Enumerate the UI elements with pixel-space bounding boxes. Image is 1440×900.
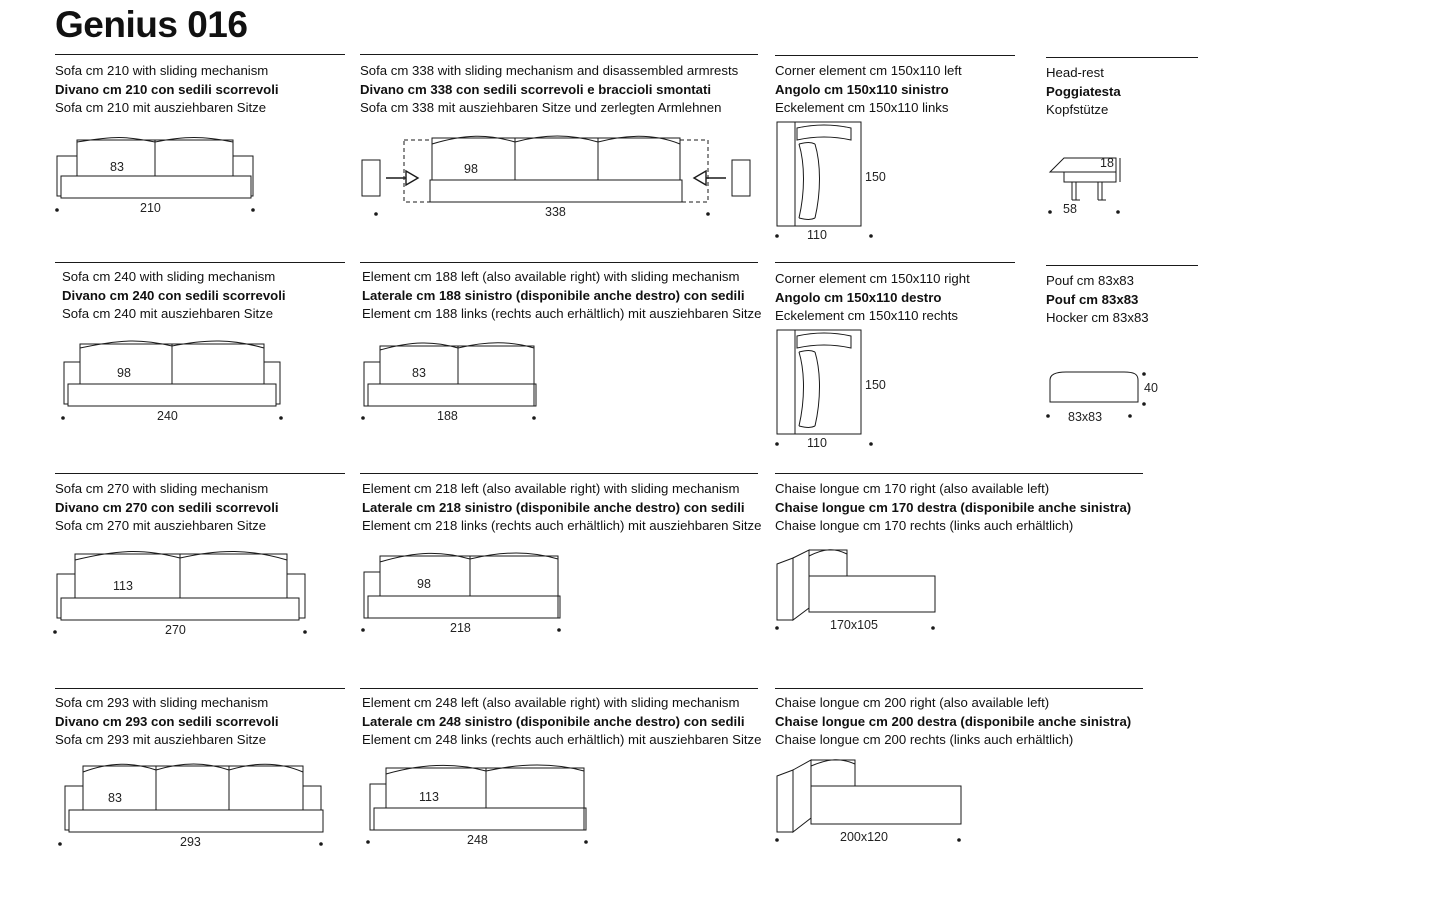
figure-head-rest <box>1046 120 1206 240</box>
item-sofa-210 <box>55 62 355 248</box>
item-sofa-240 <box>62 268 362 454</box>
depth-corner-left: 150 <box>865 170 886 185</box>
figure-sofa-338 <box>360 118 770 248</box>
chaise-170-drawing <box>775 536 1035 646</box>
divider-col2-3 <box>360 688 758 689</box>
height-head-rest: 18 <box>1100 156 1114 171</box>
sofa-240-drawing <box>62 324 362 444</box>
item-sofa-293 <box>55 694 385 870</box>
divider-col2-top <box>360 54 758 55</box>
width-element-218: 218 <box>450 621 471 636</box>
divider-col3-top <box>775 55 1015 56</box>
seat-depth-sofa-240: 98 <box>117 366 131 381</box>
figure-pouf <box>1046 328 1206 448</box>
item-sofa-338 <box>360 62 770 248</box>
width-sofa-210: 210 <box>140 201 161 216</box>
caption-corner-right: Corner element cm 150x110 right Angolo cm 150x110 destro Eckelement cm 150x110 rechts <box>775 271 970 324</box>
element-248-drawing <box>362 750 662 865</box>
sofa-210-drawing <box>55 118 355 238</box>
chaise-200-drawing <box>775 750 1035 860</box>
seat-depth-element-248: 113 <box>419 790 439 805</box>
item-head-rest <box>1046 64 1206 240</box>
caption-sofa-293: Sofa cm 293 with sliding mechanism Divano cm 293 con sedili scorrevoli Sofa cm 293 mit ausziehbaren Sitze <box>55 695 279 748</box>
width-corner-right: 110 <box>807 436 827 451</box>
item-element-248 <box>362 694 772 870</box>
caption-corner-left: Corner element cm 150x110 left Angolo cm 150x110 sinistro Eckelement cm 150x110 links <box>775 63 962 116</box>
figure-sofa-210 <box>55 118 355 248</box>
width-sofa-338: 338 <box>545 205 566 220</box>
caption-sofa-338: Sofa cm 338 with sliding mechanism and disassembled armrests Divano cm 338 con sedili scorrevoli e braccioli smontati Sofa cm 338 mit ausziehbaren Sitze und zerlegten Armlehnen <box>360 63 739 116</box>
divider-col1-top <box>55 54 345 55</box>
divider-col4-top <box>1046 57 1198 58</box>
item-chaise-170 <box>775 480 1175 656</box>
caption-sofa-240: Sofa cm 240 with sliding mechanism Divano cm 240 con sedili scorrevoli Sofa cm 240 mit ausziehbaren Sitze <box>62 269 286 322</box>
width-sofa-270: 270 <box>165 623 186 638</box>
divider-col4-1 <box>1046 265 1198 266</box>
size-chaise-170: 170x105 <box>830 618 878 633</box>
seat-depth-sofa-293: 83 <box>108 791 122 806</box>
item-element-218 <box>362 480 772 666</box>
page-title: Genius 016 <box>55 4 248 45</box>
element-218-drawing <box>362 536 662 656</box>
width-sofa-240: 240 <box>157 409 178 424</box>
divider-col1-3 <box>55 688 345 689</box>
caption-element-248: Element cm 248 left (also available right) with sliding mechanism Laterale cm 248 sinistro (disponibile anche destro) con sedili Element cm 248 links (rechts auch erhältlich) mit ausziehbaren Sitze <box>362 695 762 748</box>
element-188-drawing <box>362 324 662 444</box>
item-corner-right <box>775 270 1035 456</box>
figure-sofa-270 <box>55 536 365 666</box>
item-chaise-200 <box>775 694 1175 870</box>
depth-corner-right: 150 <box>865 378 886 393</box>
sofa-270-drawing <box>55 536 365 656</box>
figure-element-248 <box>362 750 772 870</box>
caption-sofa-210: Sofa cm 210 with sliding mechanism Divano cm 210 con sedili scorrevoli Sofa cm 210 mit ausziehbaren Sitze <box>55 63 279 116</box>
sofa-338-drawing <box>360 118 770 238</box>
caption-sofa-270: Sofa cm 270 with sliding mechanism Divano cm 270 con sedili scorrevoli Sofa cm 270 mit ausziehbaren Sitze <box>55 481 279 534</box>
seat-depth-element-218: 98 <box>417 577 431 592</box>
divider-col2-1 <box>360 262 758 263</box>
divider-col3-3 <box>775 688 1143 689</box>
width-element-248: 248 <box>467 833 488 848</box>
caption-element-218: Element cm 218 left (also available right) with sliding mechanism Laterale cm 218 sinistro (disponibile anche destro) con sedili Element cm 218 links (rechts auch erhältlich) mit ausziehbaren Sitze <box>362 481 762 534</box>
figure-element-218 <box>362 536 772 666</box>
figure-element-188 <box>362 324 772 454</box>
caption-chaise-170: Chaise longue cm 170 right (also available left) Chaise longue cm 170 destra (disponibile anche sinistra) Chaise longue cm 170 rechts (links auch erhältlich) <box>775 481 1132 534</box>
item-corner-left <box>775 62 1035 248</box>
figure-sofa-240 <box>62 324 362 454</box>
item-pouf <box>1046 272 1206 448</box>
size-pouf: 83x83 <box>1068 410 1103 425</box>
caption-head-rest: Head-rest Poggiatesta Kopfstütze <box>1046 65 1121 118</box>
item-element-188 <box>362 268 772 454</box>
divider-col1-2 <box>55 473 345 474</box>
figure-sofa-293 <box>55 750 385 870</box>
item-sofa-270 <box>55 480 365 666</box>
seat-depth-sofa-270: 113 <box>113 579 133 594</box>
width-sofa-293: 293 <box>180 835 201 850</box>
figure-chaise-200 <box>775 750 1175 870</box>
figure-corner-left <box>775 118 1035 248</box>
size-chaise-200: 200x120 <box>840 830 888 845</box>
width-corner-left: 110 <box>807 228 827 243</box>
caption-element-188: Element cm 188 left (also available right) with sliding mechanism Laterale cm 188 sinistro (disponibile anche destro) con sedili Element cm 188 links (rechts auch erhältlich) mit ausziehbaren Sitze <box>362 269 762 322</box>
seat-depth-element-188: 83 <box>412 366 426 381</box>
figure-chaise-170 <box>775 536 1175 656</box>
figure-corner-right <box>775 326 1035 456</box>
width-head-rest: 58 <box>1063 202 1077 217</box>
sofa-293-drawing <box>55 750 385 865</box>
height-pouf: 40 <box>1144 381 1158 396</box>
seat-depth-sofa-338: 98 <box>464 162 478 177</box>
divider-col3-2 <box>775 473 1143 474</box>
divider-col1-1 <box>55 262 345 263</box>
width-element-188: 188 <box>437 409 458 424</box>
divider-col2-2 <box>360 473 758 474</box>
divider-col3-1 <box>775 262 1015 263</box>
seat-depth-sofa-210: 83 <box>110 160 124 175</box>
caption-chaise-200: Chaise longue cm 200 right (also available left) Chaise longue cm 200 destra (disponibile anche sinistra) Chaise longue cm 200 rechts (links auch erhältlich) <box>775 695 1132 748</box>
caption-pouf: Pouf cm 83x83 Pouf cm 83x83 Hocker cm 83x83 <box>1046 273 1149 326</box>
